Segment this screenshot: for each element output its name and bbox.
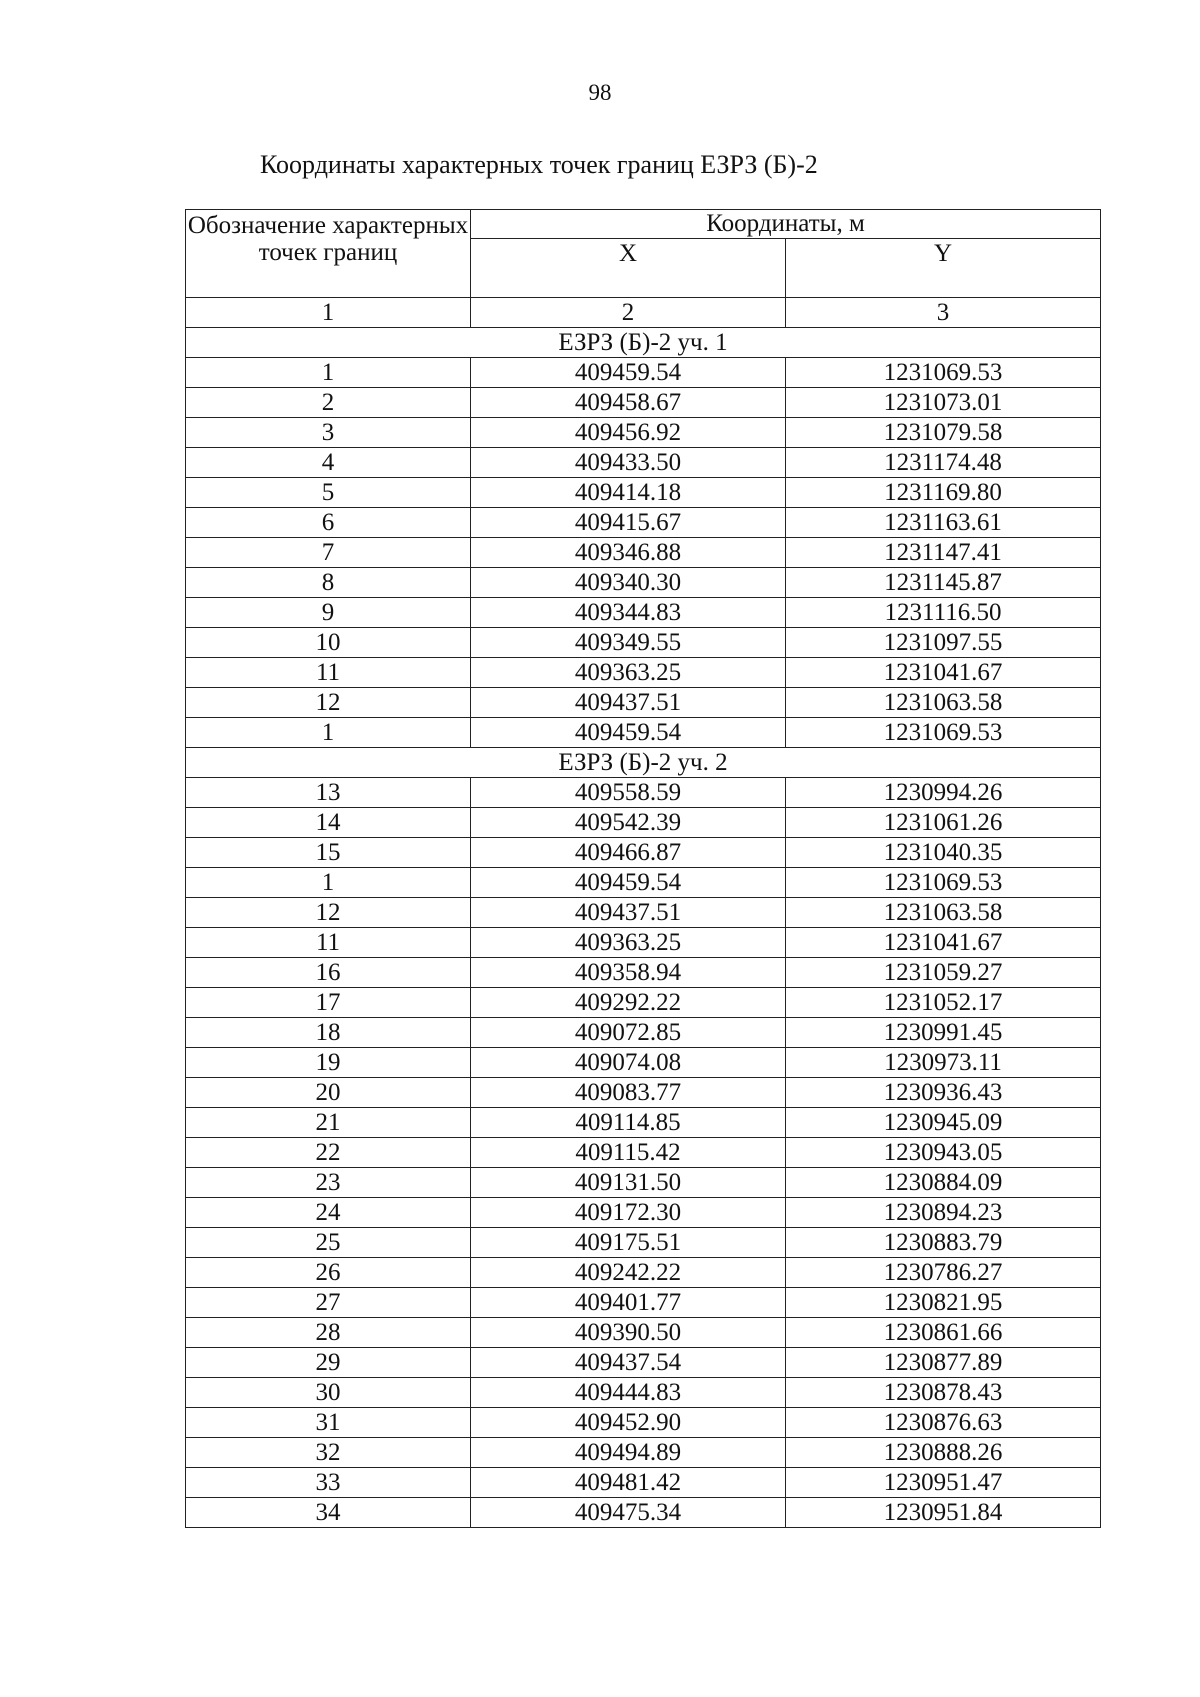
x-coordinate: 409459.54 (471, 718, 786, 748)
y-coordinate: 1230861.66 (786, 1318, 1101, 1348)
x-coordinate: 409363.25 (471, 658, 786, 688)
x-coordinate: 409390.50 (471, 1318, 786, 1348)
point-number: 30 (186, 1378, 471, 1408)
point-number: 21 (186, 1108, 471, 1138)
y-coordinate: 1230888.26 (786, 1438, 1101, 1468)
x-coordinate: 409358.94 (471, 958, 786, 988)
x-coordinate: 409131.50 (471, 1168, 786, 1198)
y-coordinate: 1231169.80 (786, 478, 1101, 508)
table-row (186, 838, 1101, 868)
y-coordinate: 1231174.48 (786, 448, 1101, 478)
x-coordinate: 409083.77 (471, 1078, 786, 1108)
point-number: 11 (186, 658, 471, 688)
point-number: 1 (186, 358, 471, 388)
point-number: 29 (186, 1348, 471, 1378)
x-coordinate: 409475.34 (471, 1498, 786, 1528)
x-coordinate: 409456.92 (471, 418, 786, 448)
x-coordinate: 409542.39 (471, 808, 786, 838)
table-row (186, 538, 1101, 568)
x-coordinate: 409414.18 (471, 478, 786, 508)
point-number: 22 (186, 1138, 471, 1168)
table-row (186, 628, 1101, 658)
table-row (186, 1018, 1101, 1048)
table-row (186, 1228, 1101, 1258)
point-number: 11 (186, 928, 471, 958)
x-coordinate: 409459.54 (471, 868, 786, 898)
x-coordinate: 409346.88 (471, 538, 786, 568)
point-number: 23 (186, 1168, 471, 1198)
y-coordinate: 1230945.09 (786, 1108, 1101, 1138)
point-number: 20 (186, 1078, 471, 1108)
page-number: 98 (588, 80, 612, 105)
x-coordinate: 409433.50 (471, 448, 786, 478)
point-number: 32 (186, 1438, 471, 1468)
table-row (186, 898, 1101, 928)
table-row (186, 1318, 1101, 1348)
y-coordinate: 1231069.53 (786, 868, 1101, 898)
x-coordinate: 409175.51 (471, 1228, 786, 1258)
table-row (186, 1498, 1101, 1528)
x-coordinate: 409114.85 (471, 1108, 786, 1138)
point-number: 34 (186, 1498, 471, 1528)
table-row (186, 568, 1101, 598)
point-number: 16 (186, 958, 471, 988)
y-coordinate: 1230821.95 (786, 1288, 1101, 1318)
y-coordinate: 1231097.55 (786, 628, 1101, 658)
table-row (186, 1048, 1101, 1078)
y-coordinate: 1231052.17 (786, 988, 1101, 1018)
table-row (186, 958, 1101, 988)
coordinates-table (185, 209, 1101, 1528)
table-row (186, 598, 1101, 628)
x-coordinate: 409349.55 (471, 628, 786, 658)
point-number: 6 (186, 508, 471, 538)
y-coordinate: 1230973.11 (786, 1048, 1101, 1078)
table-row (186, 478, 1101, 508)
table-row (186, 658, 1101, 688)
y-coordinate: 1230876.63 (786, 1408, 1101, 1438)
y-coordinate: 1230943.05 (786, 1138, 1101, 1168)
section-title: ЕЗРЗ (Б)-2 уч. 2 (186, 748, 1101, 778)
table-row (186, 868, 1101, 898)
table-row (186, 418, 1101, 448)
header-coordinates: Координаты, м (471, 210, 1101, 239)
point-number: 27 (186, 1288, 471, 1318)
table-row (186, 1378, 1101, 1408)
y-coordinate: 1231040.35 (786, 838, 1101, 868)
x-coordinate: 409558.59 (471, 778, 786, 808)
y-coordinate: 1231041.67 (786, 658, 1101, 688)
point-number: 9 (186, 598, 471, 628)
y-coordinate: 1231069.53 (786, 358, 1101, 388)
table-row (186, 1258, 1101, 1288)
y-coordinate: 1230951.47 (786, 1468, 1101, 1498)
y-coordinate: 1230883.79 (786, 1228, 1101, 1258)
point-number: 26 (186, 1258, 471, 1288)
point-number: 17 (186, 988, 471, 1018)
table-row (186, 1438, 1101, 1468)
x-coordinate: 409481.42 (471, 1468, 786, 1498)
section-title: ЕЗРЗ (Б)-2 уч. 1 (186, 328, 1101, 358)
header-x: X (471, 239, 786, 298)
point-number: 4 (186, 448, 471, 478)
x-coordinate: 409415.67 (471, 508, 786, 538)
table-row (186, 508, 1101, 538)
column-number: 3 (786, 298, 1101, 328)
section-row (186, 328, 1101, 358)
y-coordinate: 1230878.43 (786, 1378, 1101, 1408)
x-coordinate: 409401.77 (471, 1288, 786, 1318)
x-coordinate: 409458.67 (471, 388, 786, 418)
x-coordinate: 409466.87 (471, 838, 786, 868)
column-number: 2 (471, 298, 786, 328)
table-row (186, 688, 1101, 718)
header-row (186, 210, 1101, 239)
y-coordinate: 1231063.58 (786, 898, 1101, 928)
table-row (186, 358, 1101, 388)
y-coordinate: 1230894.23 (786, 1198, 1101, 1228)
y-coordinate: 1230936.43 (786, 1078, 1101, 1108)
document-title: Координаты характерных точек границ ЕЗРЗ (Б)-2 (260, 150, 818, 179)
y-coordinate: 1231059.27 (786, 958, 1101, 988)
point-number: 24 (186, 1198, 471, 1228)
x-coordinate: 409344.83 (471, 598, 786, 628)
y-coordinate: 1230786.27 (786, 1258, 1101, 1288)
point-number: 12 (186, 688, 471, 718)
table-row (186, 988, 1101, 1018)
coordinates-table-body (186, 210, 1101, 1528)
y-coordinate: 1231041.67 (786, 928, 1101, 958)
point-number: 1 (186, 868, 471, 898)
x-coordinate: 409494.89 (471, 1438, 786, 1468)
column-number-row (186, 298, 1101, 328)
table-row (186, 1078, 1101, 1108)
point-number: 8 (186, 568, 471, 598)
table-row (186, 1138, 1101, 1168)
y-coordinate: 1230991.45 (786, 1018, 1101, 1048)
point-number: 19 (186, 1048, 471, 1078)
x-coordinate: 409437.51 (471, 688, 786, 718)
point-number: 5 (186, 478, 471, 508)
point-number: 10 (186, 628, 471, 658)
x-coordinate: 409072.85 (471, 1018, 786, 1048)
point-number: 13 (186, 778, 471, 808)
table-row (186, 928, 1101, 958)
column-number: 1 (186, 298, 471, 328)
x-coordinate: 409292.22 (471, 988, 786, 1018)
y-coordinate: 1231069.53 (786, 718, 1101, 748)
point-number: 7 (186, 538, 471, 568)
x-coordinate: 409242.22 (471, 1258, 786, 1288)
y-coordinate: 1231163.61 (786, 508, 1101, 538)
y-coordinate: 1231063.58 (786, 688, 1101, 718)
y-coordinate: 1230994.26 (786, 778, 1101, 808)
point-number: 12 (186, 898, 471, 928)
point-number: 28 (186, 1318, 471, 1348)
table-row (186, 1288, 1101, 1318)
point-number: 31 (186, 1408, 471, 1438)
y-coordinate: 1231116.50 (786, 598, 1101, 628)
table-row (186, 1108, 1101, 1138)
point-number: 18 (186, 1018, 471, 1048)
table-row (186, 1198, 1101, 1228)
y-coordinate: 1231073.01 (786, 388, 1101, 418)
point-number: 3 (186, 418, 471, 448)
y-coordinate: 1230951.84 (786, 1498, 1101, 1528)
point-number: 33 (186, 1468, 471, 1498)
table-row (186, 1168, 1101, 1198)
y-coordinate: 1231145.87 (786, 568, 1101, 598)
x-coordinate: 409115.42 (471, 1138, 786, 1168)
header-y: Y (786, 239, 1101, 298)
x-coordinate: 409363.25 (471, 928, 786, 958)
table-row (186, 448, 1101, 478)
y-coordinate: 1230884.09 (786, 1168, 1101, 1198)
table-row (186, 1468, 1101, 1498)
table-row (186, 1408, 1101, 1438)
header-point-designation: Обозначение характерных точек границ (186, 210, 471, 298)
x-coordinate: 409459.54 (471, 358, 786, 388)
y-coordinate: 1231061.26 (786, 808, 1101, 838)
x-coordinate: 409452.90 (471, 1408, 786, 1438)
point-number: 25 (186, 1228, 471, 1258)
point-number: 2 (186, 388, 471, 418)
x-coordinate: 409437.51 (471, 898, 786, 928)
y-coordinate: 1231147.41 (786, 538, 1101, 568)
x-coordinate: 409444.83 (471, 1378, 786, 1408)
point-number: 14 (186, 808, 471, 838)
table-row (186, 778, 1101, 808)
x-coordinate: 409340.30 (471, 568, 786, 598)
table-row (186, 388, 1101, 418)
table-row (186, 718, 1101, 748)
x-coordinate: 409172.30 (471, 1198, 786, 1228)
section-row (186, 748, 1101, 778)
table-row (186, 808, 1101, 838)
y-coordinate: 1231079.58 (786, 418, 1101, 448)
x-coordinate: 409437.54 (471, 1348, 786, 1378)
point-number: 15 (186, 838, 471, 868)
table-row (186, 1348, 1101, 1378)
y-coordinate: 1230877.89 (786, 1348, 1101, 1378)
point-number: 1 (186, 718, 471, 748)
x-coordinate: 409074.08 (471, 1048, 786, 1078)
